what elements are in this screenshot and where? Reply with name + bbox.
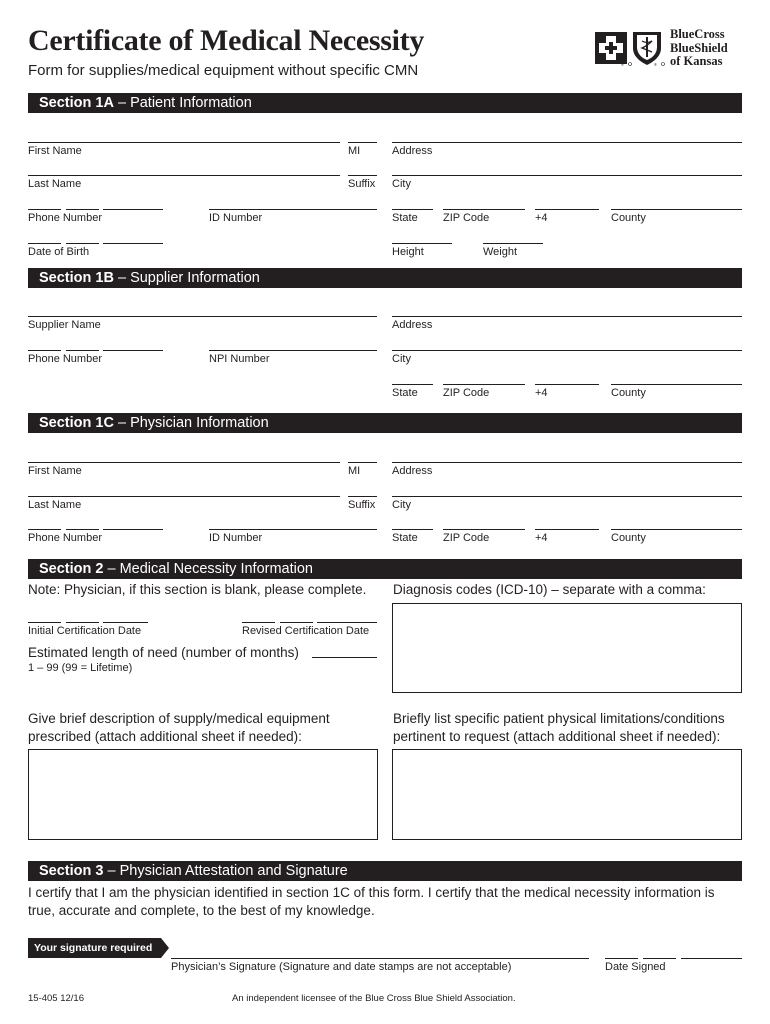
- patient-first-name-field[interactable]: [28, 142, 340, 143]
- equipment-description-label: Give brief description of supply/medical equipment prescribed (attach additional sheet if needed):: [28, 711, 330, 744]
- patient-state-label: State: [392, 212, 418, 224]
- revised-cert-month-field[interactable]: [242, 622, 275, 623]
- patient-zip-label: ZIP Code: [443, 212, 490, 224]
- section-1c-number: Section 1C: [39, 415, 114, 431]
- section-3-title: Physician Attestation and Signature: [119, 863, 348, 879]
- patient-suffix-label: Suffix: [348, 178, 376, 190]
- patient-city-label: City: [392, 178, 411, 190]
- patient-weight-field[interactable]: [483, 243, 543, 244]
- section-1b-number: Section 1B: [39, 270, 114, 286]
- patient-height-field[interactable]: [392, 243, 452, 244]
- physician-suffix-label: Suffix: [348, 499, 376, 511]
- physician-county-label: County: [611, 532, 646, 544]
- physician-last-name-label: Last Name: [28, 499, 82, 511]
- length-of-need-field[interactable]: [312, 657, 377, 658]
- patient-phone-line-field[interactable]: [103, 209, 163, 210]
- patient-limitations-box[interactable]: [392, 749, 742, 840]
- physician-signature-label: Physician’s Signature (Signature and date stamps are not acceptable): [171, 961, 512, 973]
- section-3-header: Section 3 – Physician Attestation and Signature: [28, 861, 742, 881]
- physician-address-field[interactable]: [392, 462, 742, 463]
- form-number: 15-405 12/16: [28, 993, 84, 1004]
- physician-plus4-label: +4: [535, 532, 548, 544]
- physician-state-label: State: [392, 532, 418, 544]
- patient-id-field[interactable]: [209, 209, 377, 210]
- physician-zip-field[interactable]: [443, 529, 525, 530]
- physician-phone-prefix-field[interactable]: [66, 529, 99, 530]
- supplier-phone-area-field[interactable]: [28, 350, 61, 351]
- date-signed-year-field[interactable]: [681, 958, 742, 959]
- initial-cert-day-field[interactable]: [66, 622, 99, 623]
- initial-cert-year-field[interactable]: [103, 622, 148, 623]
- section-1a-number: Section 1A: [39, 95, 114, 111]
- attestation-statement: I certify that I am the physician identified in section 1C of this form. I certify that the medical necessity information is true, accurate and complete, to the best of my knowledge.: [28, 885, 715, 918]
- date-signed-day-field[interactable]: [643, 958, 676, 959]
- patient-city-field[interactable]: [392, 175, 742, 176]
- supplier-address-field[interactable]: [392, 316, 742, 317]
- supplier-zip-field[interactable]: [443, 384, 525, 385]
- patient-mi-field[interactable]: [348, 142, 377, 143]
- physician-zip-label: ZIP Code: [443, 532, 490, 544]
- section-3-number: Section 3: [39, 863, 104, 879]
- licensee-statement: An independent licensee of the Blue Cross Blue Shield Association.: [232, 993, 516, 1004]
- patient-address-label: Address: [392, 145, 433, 157]
- physician-id-field[interactable]: [209, 529, 377, 530]
- supplier-county-label: County: [611, 387, 646, 399]
- patient-last-name-label: Last Name: [28, 178, 82, 190]
- physician-address-label: Address: [392, 465, 433, 477]
- physician-suffix-field[interactable]: [348, 496, 377, 497]
- section-1c-header: Section 1C – Physician Information: [28, 413, 742, 433]
- section-1a-header: Section 1A – Patient Information: [28, 93, 742, 113]
- equipment-description-box[interactable]: [28, 749, 378, 840]
- physician-county-field[interactable]: [611, 529, 742, 530]
- physician-phone-area-field[interactable]: [28, 529, 61, 530]
- supplier-plus4-field[interactable]: [535, 384, 599, 385]
- patient-county-label: County: [611, 212, 646, 224]
- supplier-npi-field[interactable]: [209, 350, 377, 351]
- patient-suffix-field[interactable]: [348, 175, 377, 176]
- patient-phone-label: Phone Number: [28, 212, 102, 224]
- form-title: Certificate of Medical Necessity: [28, 24, 425, 57]
- patient-last-name-field[interactable]: [28, 175, 340, 176]
- physician-phone-line-field[interactable]: [103, 529, 163, 530]
- supplier-phone-line-field[interactable]: [103, 350, 163, 351]
- physician-plus4-field[interactable]: [535, 529, 599, 530]
- supplier-county-field[interactable]: [611, 384, 742, 385]
- supplier-state-label: State: [392, 387, 418, 399]
- patient-mi-label: MI: [348, 145, 361, 157]
- patient-phone-prefix-field[interactable]: [66, 209, 99, 210]
- patient-plus4-label: +4: [535, 212, 548, 224]
- revised-cert-day-field[interactable]: [280, 622, 313, 623]
- physician-first-name-label: First Name: [28, 465, 82, 477]
- patient-dob-day-field[interactable]: [66, 243, 99, 244]
- supplier-npi-label: NPI Number: [209, 353, 270, 365]
- physician-city-label: City: [392, 499, 411, 511]
- physician-signature-field[interactable]: [171, 958, 589, 959]
- supplier-zip-label: ZIP Code: [443, 387, 490, 399]
- supplier-name-field[interactable]: [28, 316, 377, 317]
- bcbs-cross-shield-icon: [595, 30, 665, 66]
- supplier-city-label: City: [392, 353, 411, 365]
- supplier-phone-prefix-field[interactable]: [66, 350, 99, 351]
- section-2-header: Section 2 – Medical Necessity Information: [28, 559, 742, 579]
- patient-dob-month-field[interactable]: [28, 243, 61, 244]
- patient-plus4-field[interactable]: [535, 209, 599, 210]
- patient-state-field[interactable]: [392, 209, 433, 210]
- physician-mi-label: MI: [348, 465, 361, 477]
- physician-last-name-field[interactable]: [28, 496, 340, 497]
- logo-line-3: of Kansas: [670, 54, 723, 68]
- signature-required-label: Your signature required: [34, 942, 153, 954]
- logo-line-1: BlueCross: [670, 27, 725, 41]
- diagnosis-codes-label: Diagnosis codes (ICD-10) – separate with a comma:: [393, 582, 706, 597]
- patient-dob-year-field[interactable]: [103, 243, 163, 244]
- patient-address-field[interactable]: [392, 142, 742, 143]
- patient-zip-field[interactable]: [443, 209, 525, 210]
- supplier-plus4-label: +4: [535, 387, 548, 399]
- patient-county-field[interactable]: [611, 209, 742, 210]
- supplier-name-label: Supplier Name: [28, 319, 101, 331]
- physician-phone-label: Phone Number: [28, 532, 102, 544]
- section-2-title: Medical Necessity Information: [119, 561, 314, 577]
- form-subtitle: Form for supplies/medical equipment without specific CMN: [28, 62, 419, 79]
- patient-phone-area-field[interactable]: [28, 209, 61, 210]
- revised-cert-year-field[interactable]: [317, 622, 377, 623]
- supplier-city-field[interactable]: [392, 350, 742, 351]
- bcbs-logo-text: [670, 28, 728, 69]
- initial-cert-label: Initial Certification Date: [28, 625, 142, 637]
- logo-registered-mark-2: ®: [654, 62, 657, 67]
- date-signed-month-field[interactable]: [605, 958, 638, 959]
- physician-first-name-field[interactable]: [28, 462, 340, 463]
- logo-line-2: BlueShield: [670, 40, 728, 55]
- section-2-number: Section 2: [39, 561, 104, 577]
- section-1b-header: Section 1B – Supplier Information: [28, 268, 742, 288]
- patient-weight-label: Weight: [483, 246, 518, 258]
- physician-state-field[interactable]: [392, 529, 433, 530]
- revised-cert-label: Revised Certification Date: [242, 625, 370, 637]
- length-of-need-range: 1 – 99 (99 = Lifetime): [28, 662, 133, 674]
- supplier-state-field[interactable]: [392, 384, 433, 385]
- diagnosis-codes-box[interactable]: [392, 603, 742, 693]
- section-2-note: Note: Physician, if this section is blank, please complete.: [28, 582, 367, 597]
- supplier-address-label: Address: [392, 319, 433, 331]
- patient-height-label: Height: [392, 246, 424, 258]
- patient-limitations-label: Briefly list specific patient physical limitations/conditions pertinent to request (attach additional sheet if needed):: [393, 711, 725, 744]
- patient-id-label: ID Number: [209, 212, 263, 224]
- length-of-need-label: Estimated length of need (number of months): [28, 645, 299, 660]
- physician-mi-field[interactable]: [348, 462, 377, 463]
- supplier-phone-label: Phone Number: [28, 353, 102, 365]
- section-1b-title: Supplier Information: [130, 270, 260, 286]
- physician-id-label: ID Number: [209, 532, 263, 544]
- physician-city-field[interactable]: [392, 496, 742, 497]
- date-signed-label: Date Signed: [605, 961, 666, 973]
- logo-registered-mark-1: ®: [621, 62, 624, 67]
- patient-dob-label: Date of Birth: [28, 246, 90, 258]
- section-1c-title: Physician Information: [130, 415, 269, 431]
- initial-cert-month-field[interactable]: [28, 622, 61, 623]
- section-1a-title: Patient Information: [130, 95, 252, 111]
- patient-first-name-label: First Name: [28, 145, 82, 157]
